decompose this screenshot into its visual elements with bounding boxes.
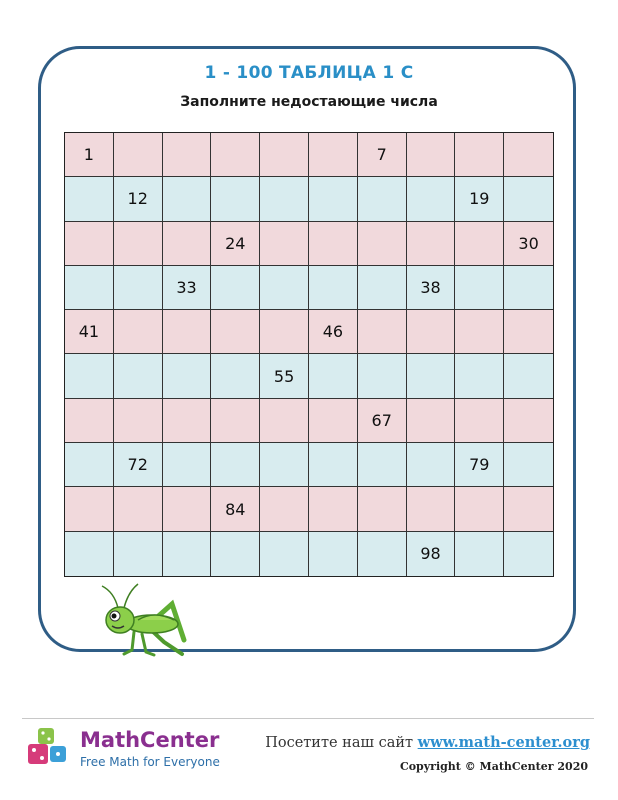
grid-cell-blank[interactable] [114, 399, 163, 443]
grid-cell-blank[interactable] [309, 266, 358, 310]
grid-cell-blank[interactable] [504, 354, 553, 398]
grid-cell-blank[interactable] [309, 532, 358, 576]
grid-cell-blank[interactable] [455, 310, 504, 354]
grid-cell-blank[interactable] [504, 177, 553, 221]
grid-cell-blank[interactable] [163, 354, 212, 398]
grid-cell-blank[interactable] [163, 487, 212, 531]
grid-cell-blank[interactable] [260, 532, 309, 576]
grid-cell-blank[interactable] [260, 399, 309, 443]
grid-cell-blank[interactable] [358, 310, 407, 354]
brand-name: MathCenter [80, 728, 220, 752]
grid-cell-filled: 24 [211, 222, 260, 266]
grid-cell-filled: 7 [358, 133, 407, 177]
grid-cell-filled: 30 [504, 222, 553, 266]
grid-cell-blank[interactable] [65, 532, 114, 576]
dice-logo-icon [24, 724, 72, 772]
grid-cell-blank[interactable] [455, 399, 504, 443]
grid-cell-blank[interactable] [211, 266, 260, 310]
grid-cell-filled: 38 [407, 266, 456, 310]
grid-cell-blank[interactable] [455, 266, 504, 310]
visit-label: Посетите наш сайт [265, 735, 414, 751]
grid-cell-blank[interactable] [260, 222, 309, 266]
grid-cell-blank[interactable] [455, 354, 504, 398]
visit-site-text [265, 734, 590, 751]
grid-cell-filled: 46 [309, 310, 358, 354]
grid-cell-blank[interactable] [114, 532, 163, 576]
grid-cell-blank[interactable] [114, 310, 163, 354]
grid-cell-blank[interactable] [455, 487, 504, 531]
grid-cell-blank[interactable] [65, 399, 114, 443]
grid-cell-blank[interactable] [211, 532, 260, 576]
grid-cell-blank[interactable] [407, 133, 456, 177]
grid-cell-blank[interactable] [114, 133, 163, 177]
grid-cell-blank[interactable] [358, 266, 407, 310]
grid-cell-blank[interactable] [407, 354, 456, 398]
grid-cell-blank[interactable] [163, 177, 212, 221]
grid-cell-blank[interactable] [163, 399, 212, 443]
grid-cell-blank[interactable] [455, 222, 504, 266]
grid-cell-blank[interactable] [65, 443, 114, 487]
grid-cell-blank[interactable] [260, 177, 309, 221]
grid-cell-blank[interactable] [211, 177, 260, 221]
hundred-chart-grid [64, 132, 554, 577]
grid-cell-blank[interactable] [407, 222, 456, 266]
grid-cell-blank[interactable] [260, 443, 309, 487]
grid-cell-filled: 84 [211, 487, 260, 531]
grid-cell-filled: 79 [455, 443, 504, 487]
grid-cell-filled: 98 [407, 532, 456, 576]
grid-cell-blank[interactable] [260, 266, 309, 310]
grid-cell-filled: 1 [65, 133, 114, 177]
grid-cell-blank[interactable] [211, 443, 260, 487]
grid-cell-blank[interactable] [309, 177, 358, 221]
grid-cell-blank[interactable] [114, 487, 163, 531]
grid-cell-filled: 12 [114, 177, 163, 221]
grid-cell-blank[interactable] [407, 487, 456, 531]
grid-cell-blank[interactable] [65, 177, 114, 221]
grid-cell-blank[interactable] [309, 443, 358, 487]
grid-cell-blank[interactable] [260, 133, 309, 177]
grid-cell-blank[interactable] [407, 399, 456, 443]
grid-cell-filled: 19 [455, 177, 504, 221]
grid-cell-blank[interactable] [309, 354, 358, 398]
brand-tagline: Free Math for Everyone [80, 755, 220, 769]
grid-cell-blank[interactable] [163, 310, 212, 354]
copyright-text: Copyright © MathCenter 2020 [399, 760, 588, 773]
grid-cell-blank[interactable] [504, 310, 553, 354]
grid-cell-blank[interactable] [407, 177, 456, 221]
grid-cell-blank[interactable] [309, 133, 358, 177]
grid-cell-blank[interactable] [65, 354, 114, 398]
grid-cell-blank[interactable] [65, 487, 114, 531]
grid-cell-blank[interactable] [504, 487, 553, 531]
grid-cell-blank[interactable] [504, 399, 553, 443]
grid-cell-filled: 33 [163, 266, 212, 310]
worksheet-instructions: Заполните недостающие числа [180, 94, 438, 110]
grid-cell-blank[interactable] [114, 354, 163, 398]
grid-cell-blank[interactable] [504, 266, 553, 310]
grid-cell-blank[interactable] [163, 443, 212, 487]
grid-cell-blank[interactable] [309, 222, 358, 266]
grid-cell-blank[interactable] [309, 399, 358, 443]
grid-cell-blank[interactable] [358, 532, 407, 576]
grid-cell-blank[interactable] [504, 133, 553, 177]
grid-cell-blank[interactable] [358, 443, 407, 487]
grid-cell-blank[interactable] [211, 399, 260, 443]
grid-cell-blank[interactable] [65, 266, 114, 310]
grid-cell-blank[interactable] [65, 222, 114, 266]
footer-divider [22, 718, 594, 719]
grid-cell-blank[interactable] [211, 133, 260, 177]
grid-cell-blank[interactable] [407, 310, 456, 354]
grid-cell-blank[interactable] [163, 532, 212, 576]
website-link[interactable]: www.math-center.org [417, 734, 590, 751]
grid-cell-blank[interactable] [114, 222, 163, 266]
grid-cell-blank[interactable] [455, 133, 504, 177]
grid-cell-blank[interactable] [114, 266, 163, 310]
grasshopper-icon [94, 580, 194, 660]
grid-cell-filled: 55 [260, 354, 309, 398]
grid-cell-filled: 72 [114, 443, 163, 487]
grid-cell-blank[interactable] [407, 443, 456, 487]
grid-cell-blank[interactable] [309, 487, 358, 531]
grid-cell-blank[interactable] [455, 532, 504, 576]
grid-cell-blank[interactable] [358, 222, 407, 266]
grid-cell-blank[interactable] [211, 354, 260, 398]
worksheet-title: 1 - 100 ТАБЛИЦА 1 C [204, 63, 414, 83]
grid-cell-filled: 41 [65, 310, 114, 354]
grid-cell-blank[interactable] [211, 310, 260, 354]
grid-cell-blank[interactable] [163, 133, 212, 177]
grid-cell-blank[interactable] [358, 177, 407, 221]
grid-cell-blank[interactable] [358, 487, 407, 531]
grid-cell-blank[interactable] [260, 310, 309, 354]
grid-cell-blank[interactable] [504, 532, 553, 576]
grid-cell-blank[interactable] [504, 443, 553, 487]
grid-cell-blank[interactable] [260, 487, 309, 531]
grid-cell-blank[interactable] [358, 354, 407, 398]
grid-cell-blank[interactable] [163, 222, 212, 266]
grid-cell-filled: 67 [358, 399, 407, 443]
